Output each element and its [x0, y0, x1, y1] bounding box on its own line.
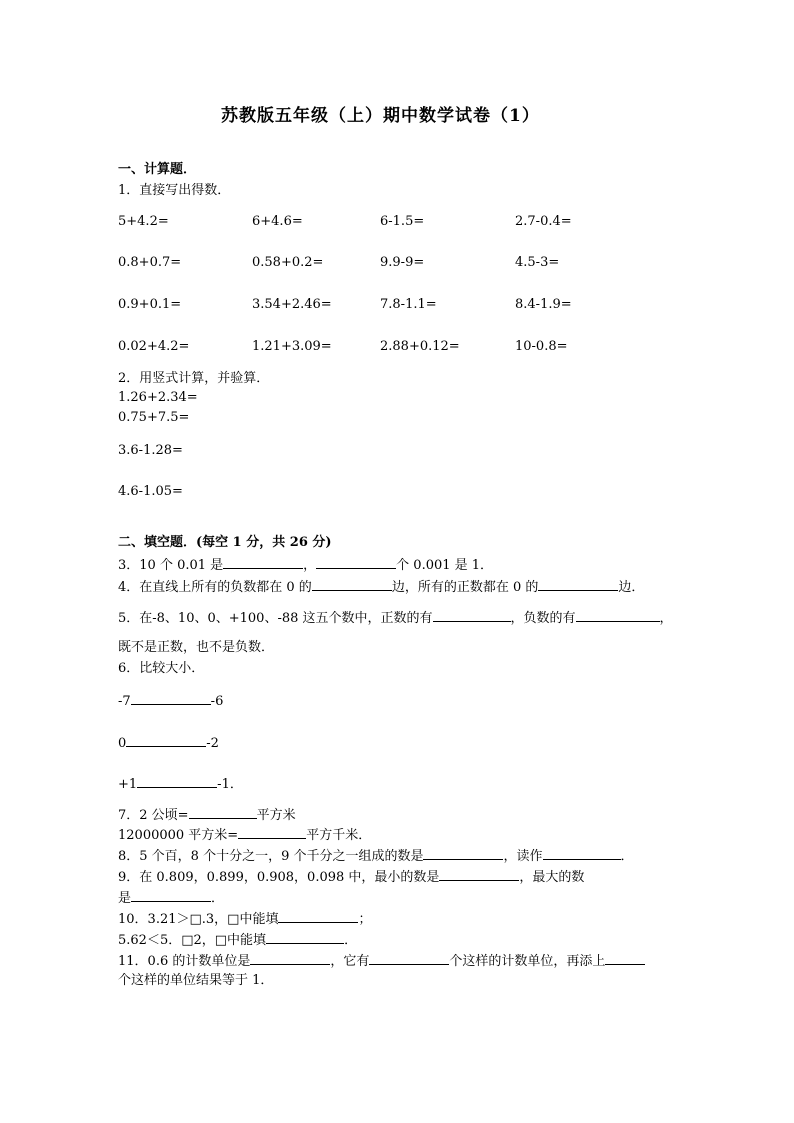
answer-blank[interactable] [369, 952, 449, 965]
q1-cell: 0.9+0.1= [118, 297, 182, 312]
q5-text-b: ，负数的有 [510, 611, 576, 626]
answer-blank[interactable] [238, 826, 306, 839]
q7-text-c: 12000000 平方米= [118, 828, 239, 843]
q10-line [118, 910, 371, 928]
q6-right: -2 [206, 736, 219, 751]
q1-prompt: 1．直接写出得数． [118, 183, 231, 198]
q6-right: -1． [217, 777, 243, 792]
q9-line-2 [118, 889, 224, 907]
q6-left: -7 [118, 694, 131, 709]
q1-cell: 1.21+3.09= [252, 339, 332, 354]
q2-item: 4.6-1.05= [118, 484, 183, 499]
answer-blank[interactable] [223, 556, 303, 569]
answer-blank[interactable] [423, 847, 503, 860]
q1-cell: 3.54+2.46= [252, 297, 332, 312]
answer-blank[interactable] [576, 609, 660, 622]
q9-line [118, 868, 584, 886]
q4-text-c: 边． [618, 580, 645, 595]
q9-text-b: ，最大的数 [519, 870, 585, 885]
q10-text-a: 10．3.21＞□.3，□中能填 [118, 912, 279, 927]
answer-blank[interactable] [439, 868, 519, 881]
q11-text-c: 个这样的计数单位，再添上 [449, 954, 606, 969]
q2-item: 1.26+2.34= [118, 390, 198, 405]
answer-blank[interactable] [126, 734, 206, 747]
q7-text-b: 平方米 [256, 808, 296, 823]
q4-text-b: 边，所有的正数都在 0 的 [391, 580, 539, 595]
q2-item: 3.6-1.28= [118, 443, 183, 458]
q1-cell: 0.58+0.2= [252, 255, 324, 270]
q1-cell: 6+4.6= [252, 214, 303, 229]
q4-text-a: 4．在直线上所有的负数都在 0 的 [118, 580, 312, 595]
q3-text-b: ， [303, 558, 317, 573]
answer-blank[interactable] [316, 556, 396, 569]
q1-cell: 0.02+4.2= [118, 339, 190, 354]
q8-line [118, 847, 634, 865]
answer-blank[interactable] [605, 952, 645, 965]
q1-cell: 4.5-3= [515, 255, 560, 270]
q10-text-c: 5.62＜5．□2，□中能填 [118, 933, 267, 948]
answer-blank[interactable] [543, 847, 621, 860]
q6-prompt: 6．比较大小． [118, 661, 205, 676]
q3-line [118, 556, 493, 574]
q11-line [118, 952, 645, 970]
q1-cell: 5+4.2= [118, 214, 169, 229]
q8-text-c: ． [620, 849, 634, 864]
answer-blank[interactable] [131, 692, 211, 705]
q10-text-b: ； [358, 912, 372, 927]
answer-blank[interactable] [131, 889, 211, 902]
q6-left: +1 [118, 777, 138, 792]
q5-text-c: ， [659, 611, 673, 626]
answer-blank[interactable] [137, 775, 217, 788]
answer-blank[interactable] [189, 806, 257, 819]
answer-blank[interactable] [433, 609, 511, 622]
q1-cell: 2.7-0.4= [515, 214, 572, 229]
q5-text-a: 5．在-8、10、0、+100、-88 这五个数中，正数的有 [118, 611, 433, 626]
q5-line-2: 既不是正数，也不是负数． [118, 640, 275, 655]
q10-line-2 [118, 931, 357, 949]
q4-line [118, 578, 644, 596]
q2-item: 0.75+7.5= [118, 410, 190, 425]
q1-cell: 9.9-9= [380, 255, 425, 270]
q3-text-c: 个 0.001 是 1． [396, 558, 494, 573]
q6-row [118, 692, 223, 710]
q9-text-a: 9．在 0.809，0.899，0.908，0.098 中，最小的数是 [118, 870, 440, 885]
q2-prompt: 2．用竖式计算，并验算． [118, 371, 270, 386]
q6-row [118, 734, 219, 752]
q1-cell: 0.8+0.7= [118, 255, 182, 270]
q1-cell: 7.8-1.1= [380, 297, 437, 312]
q6-left: 0 [118, 736, 127, 751]
q10-text-d: ． [344, 933, 358, 948]
page-title: 苏教版五年级（上）期中数学试卷（1） [221, 106, 540, 126]
q8-text-a: 8．5 个百，8 个十分之一，9 个千分之一组成的数是 [118, 849, 424, 864]
answer-blank[interactable] [266, 931, 344, 944]
q7-text-a: 7．2 公顷= [118, 808, 189, 823]
q1-cell: 8.4-1.9= [515, 297, 572, 312]
q1-cell: 6-1.5= [380, 214, 425, 229]
section1-heading: 一、计算题． [118, 162, 197, 177]
q11-text-a: 11．0.6 的计数单位是 [118, 954, 251, 969]
q7-line [118, 806, 296, 824]
q6-row [118, 775, 243, 793]
q11-line-2: 个这样的单位结果等于 1． [118, 973, 274, 988]
answer-blank[interactable] [250, 952, 330, 965]
q7-line-2 [118, 826, 371, 844]
q9-text-d: ． [211, 891, 225, 906]
answer-blank[interactable] [312, 578, 392, 591]
q5-line [118, 609, 673, 627]
q6-right: -6 [210, 694, 224, 709]
q7-text-d: 平方千米． [306, 828, 372, 843]
q11-text-b: ，它有 [330, 954, 370, 969]
answer-blank[interactable] [278, 910, 358, 923]
section2-heading: 二、填空题．(每空 1 分，共 26 分) [118, 535, 332, 550]
q1-cell: 2.88+0.12= [380, 339, 460, 354]
q8-text-b: ，读作 [503, 849, 543, 864]
q1-cell: 10-0.8= [515, 339, 568, 354]
q9-text-c: 是 [118, 891, 132, 906]
answer-blank[interactable] [538, 578, 618, 591]
q3-text-a: 3．10 个 0.01 是 [118, 558, 224, 573]
